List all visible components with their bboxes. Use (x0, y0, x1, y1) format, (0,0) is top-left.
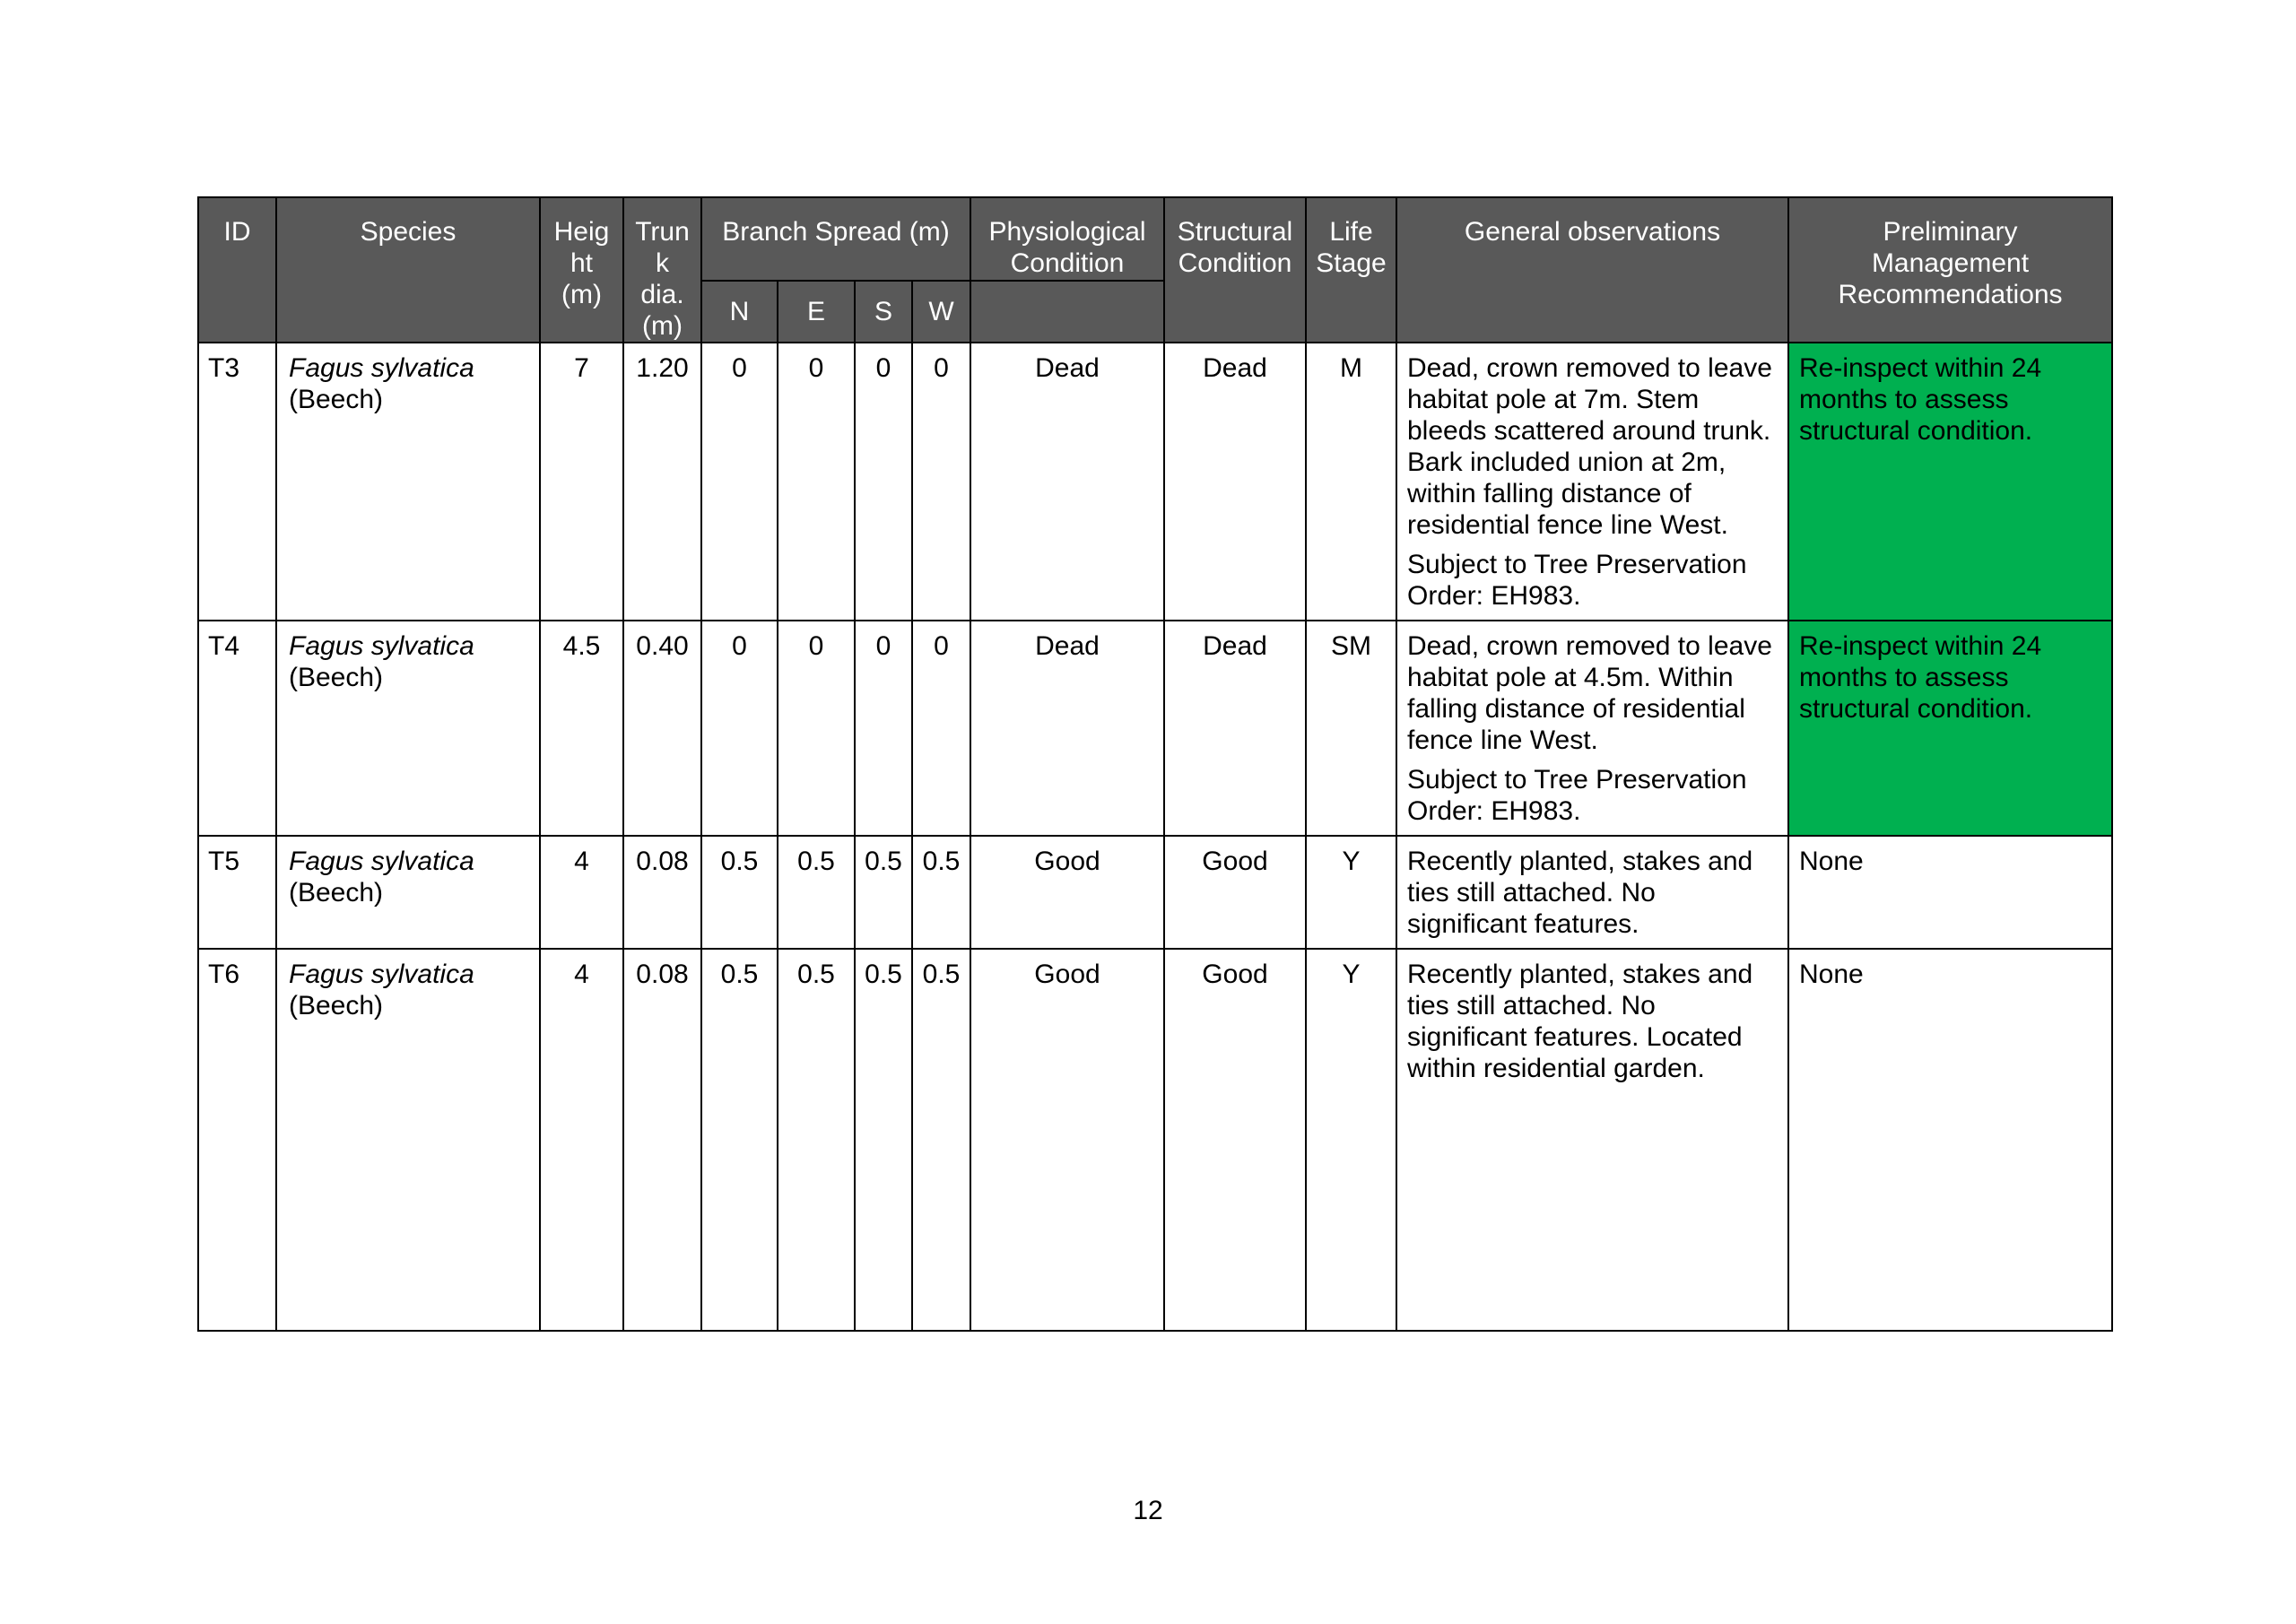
recommendation-text: None (1799, 960, 1864, 989)
height-cell: 4 (541, 950, 624, 1332)
structural-condition-cell: Good (1165, 837, 1307, 950)
header-species: Species (277, 198, 541, 343)
header-trunk-label: Trunk dia. (m) (635, 217, 690, 341)
header-life-stage: Life Stage (1307, 198, 1397, 343)
header-physiological-blank (971, 282, 1165, 343)
header-preliminary-label: Preliminary Management Recommendations (1838, 217, 2063, 309)
trunk-diameter-cell: 1.20 (624, 343, 702, 621)
recommendation-cell (1789, 343, 2113, 621)
height-cell: 4 (541, 837, 624, 950)
general-observations-cell (1397, 837, 1789, 950)
structural-condition-cell: Dead (1165, 621, 1307, 837)
header-structural-condition: Structural Condition (1165, 198, 1307, 343)
spread-n-cell: 0 (702, 621, 778, 837)
species-common: (Beech) (289, 385, 384, 414)
header-physiological-condition: Physiological Condition (971, 198, 1165, 282)
tree-id-cell: T4 (199, 621, 277, 837)
physiological-condition-cell: Dead (971, 343, 1165, 621)
observation-paragraph: Dead, crown removed to leave habitat pole at 7m. Stem bleeds scattered around trunk. Bark included union at 2m, within falling distance of residential fence line West. (1407, 353, 1772, 540)
spread-e-cell: 0.5 (778, 950, 856, 1332)
page-number: 12 (1133, 1496, 1163, 1525)
spread-e-cell: 0 (778, 343, 856, 621)
tree-id-cell: T3 (199, 343, 277, 621)
tree-id-cell: T5 (199, 837, 277, 950)
recommendation-text: Re-inspect within 24 months to assess structural condition. (1799, 353, 2042, 446)
table-row (199, 837, 2113, 950)
physiological-condition-cell: Good (971, 837, 1165, 950)
species-latin: Fagus sylvatica (289, 631, 474, 661)
species-cell (277, 950, 541, 1332)
observation-paragraph: Subject to Tree Preservation Order: EH983. (1407, 765, 1747, 826)
spread-n-cell: 0.5 (702, 837, 778, 950)
header-spread-e: E (778, 282, 856, 343)
trunk-diameter-cell: 0.08 (624, 837, 702, 950)
tree-survey-table (197, 196, 2113, 1332)
trunk-diameter-cell: 0.40 (624, 621, 702, 837)
spread-s-cell: 0.5 (856, 837, 913, 950)
recommendation-text: None (1799, 847, 1864, 876)
spread-w-cell: 0 (913, 621, 971, 837)
physiological-condition-cell: Dead (971, 621, 1165, 837)
header-spread-w: W (913, 282, 971, 343)
table-row (199, 621, 2113, 837)
life-stage-cell: Y (1307, 837, 1397, 950)
life-stage-cell: Y (1307, 950, 1397, 1332)
spread-w-cell: 0 (913, 343, 971, 621)
general-observations-cell (1397, 343, 1789, 621)
species-cell (277, 621, 541, 837)
species-latin: Fagus sylvatica (289, 353, 474, 383)
life-stage-cell: M (1307, 343, 1397, 621)
table-header (199, 198, 2113, 343)
species-cell (277, 837, 541, 950)
table-body (199, 343, 2113, 1332)
spread-e-cell: 0.5 (778, 837, 856, 950)
recommendation-cell (1789, 837, 2113, 950)
header-branch-spread: Branch Spread (m) (702, 198, 971, 282)
species-common: (Beech) (289, 991, 384, 1020)
header-row (199, 198, 2113, 282)
header-preliminary-recommendations (1789, 198, 2113, 343)
species-common: (Beech) (289, 663, 384, 692)
header-height-label: Height (m) (553, 217, 610, 309)
observation-paragraph: Recently planted, stakes and ties still attached. No significant features. (1407, 847, 1753, 939)
height-cell: 4.5 (541, 621, 624, 837)
observation-paragraph: Recently planted, stakes and ties still attached. No significant features. Located within residential garden. (1407, 960, 1753, 1083)
species-latin: Fagus sylvatica (289, 847, 474, 876)
structural-condition-cell: Good (1165, 950, 1307, 1332)
spread-s-cell: 0 (856, 343, 913, 621)
header-trunk-diameter (624, 198, 702, 343)
species-latin: Fagus sylvatica (289, 960, 474, 989)
spread-n-cell: 0 (702, 343, 778, 621)
general-observations-cell (1397, 950, 1789, 1332)
recommendation-text: Re-inspect within 24 months to assess structural condition. (1799, 631, 2042, 724)
table-row (199, 343, 2113, 621)
header-general-observations: General observations (1397, 198, 1789, 343)
table-row (199, 950, 2113, 1332)
recommendation-cell (1789, 621, 2113, 837)
header-spread-n: N (702, 282, 778, 343)
spread-e-cell: 0 (778, 621, 856, 837)
trunk-diameter-cell: 0.08 (624, 950, 702, 1332)
structural-condition-cell: Dead (1165, 343, 1307, 621)
header-id: ID (199, 198, 277, 343)
life-stage-cell: SM (1307, 621, 1397, 837)
species-common: (Beech) (289, 878, 384, 908)
header-height (541, 198, 624, 343)
observation-paragraph: Subject to Tree Preservation Order: EH983. (1407, 550, 1747, 611)
observation-paragraph: Dead, crown removed to leave habitat pole at 4.5m. Within falling distance of residential fence line West. (1407, 631, 1772, 755)
spread-w-cell: 0.5 (913, 837, 971, 950)
physiological-condition-cell: Good (971, 950, 1165, 1332)
header-spread-s: S (856, 282, 913, 343)
spread-s-cell: 0.5 (856, 950, 913, 1332)
tree-id-cell: T6 (199, 950, 277, 1332)
spread-w-cell: 0.5 (913, 950, 971, 1332)
general-observations-cell (1397, 621, 1789, 837)
spread-s-cell: 0 (856, 621, 913, 837)
recommendation-cell (1789, 950, 2113, 1332)
spread-n-cell: 0.5 (702, 950, 778, 1332)
species-cell (277, 343, 541, 621)
height-cell: 7 (541, 343, 624, 621)
